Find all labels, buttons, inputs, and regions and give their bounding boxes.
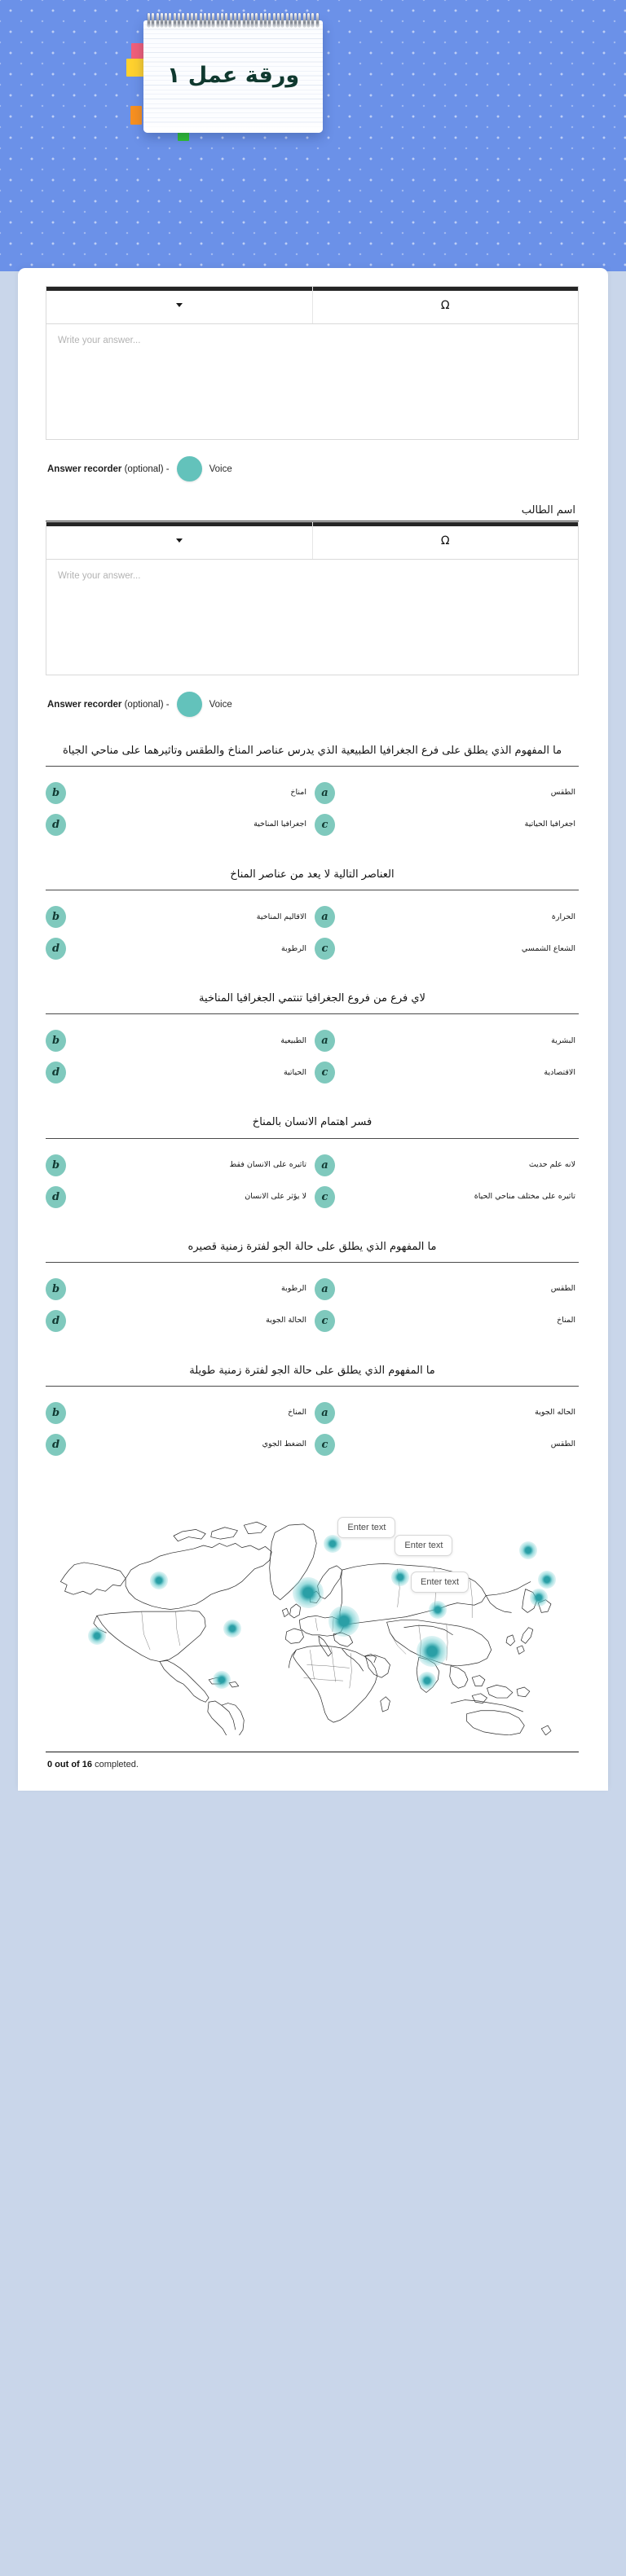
option-label: الطبيعية — [280, 1035, 306, 1045]
omega-icon: Ω — [440, 534, 450, 547]
notepad-paper — [143, 20, 323, 133]
answer-textarea-1[interactable]: Write your answer... — [46, 323, 579, 440]
questions-container — [46, 722, 579, 1466]
map-pin[interactable] — [538, 1571, 556, 1589]
notepad-spiral-binding — [145, 13, 321, 28]
sticky-tab-pink — [131, 43, 143, 59]
sticky-tab-orange — [130, 106, 142, 125]
option-label: المناخ — [557, 1316, 575, 1325]
map-text-input[interactable]: Enter text — [395, 1535, 452, 1556]
worksheet-card — [18, 268, 608, 1791]
record-voice-button-2[interactable] — [177, 692, 202, 717]
map-pin[interactable] — [417, 1636, 447, 1667]
voice-label-1: Voice — [209, 464, 232, 474]
option-label: اجغرافيا الحياتية — [524, 820, 575, 829]
record-voice-button-1[interactable] — [177, 456, 202, 481]
progress-suffix: completed. — [92, 1759, 139, 1769]
rich-text-answer-block-2 — [46, 521, 579, 675]
map-text-input[interactable]: Enter text — [411, 1572, 469, 1593]
special-character-button-1[interactable] — [312, 287, 579, 323]
option-letter-badge: d — [46, 938, 66, 960]
option-grid — [46, 890, 579, 965]
option-label: تاثيره على الانسان فقط — [229, 1159, 306, 1169]
option-label: تاثيره على مختلف مناحي الحياة — [474, 1191, 575, 1201]
option-c[interactable] — [315, 1305, 579, 1337]
option-d[interactable] — [46, 1181, 310, 1213]
option-letter-badge: c — [315, 1310, 335, 1332]
option-c[interactable] — [315, 1429, 579, 1461]
world-map-outline-svg — [46, 1490, 579, 1735]
map-pin[interactable] — [223, 1620, 241, 1637]
map-pin[interactable] — [324, 1535, 342, 1553]
map-pin[interactable] — [88, 1627, 106, 1645]
option-c[interactable] — [315, 809, 579, 841]
option-label: الطقس — [550, 788, 575, 798]
recorder-label-optional-2: (optional) - — [121, 699, 170, 710]
option-label: الطقس — [550, 1440, 575, 1449]
option-b[interactable] — [46, 777, 310, 809]
option-c[interactable] — [315, 1181, 579, 1213]
option-letter-badge: c — [315, 1062, 335, 1084]
option-b[interactable] — [46, 901, 310, 933]
option-label: البشرية — [551, 1035, 575, 1045]
answer-textarea-2[interactable]: Write your answer... — [46, 559, 579, 675]
student-name-block — [46, 486, 579, 521]
map-pin[interactable] — [328, 1606, 359, 1637]
rich-text-answer-block-1 — [46, 286, 579, 440]
option-b[interactable] — [46, 1150, 310, 1181]
option-label: الرطوبة — [281, 943, 306, 953]
option-label: الحاله الجوية — [535, 1408, 575, 1418]
option-d[interactable] — [46, 809, 310, 841]
question-text: لاي فرع من فروع الجغرافيا تنتمي الجغرافيا المناخية — [199, 992, 425, 1005]
option-letter-badge: d — [46, 1434, 66, 1456]
option-label: الاقتصادية — [544, 1067, 575, 1077]
progress-footer — [46, 1752, 579, 1791]
recorder-label-bold-2: Answer recorder — [47, 699, 122, 710]
option-letter-badge: a — [315, 1402, 335, 1424]
answer-recorder-row-1 — [46, 445, 579, 486]
question-block — [46, 722, 579, 846]
question-text: فسر اهتمام الانسان بالمناخ — [252, 1116, 373, 1129]
option-a[interactable] — [315, 1273, 579, 1305]
option-d[interactable] — [46, 933, 310, 965]
option-label: الشعاع الشمسي — [521, 943, 575, 953]
option-letter-badge: d — [46, 814, 66, 836]
option-letter-badge: a — [315, 782, 335, 804]
option-a[interactable] — [315, 777, 579, 809]
font-dropdown-button-1[interactable] — [46, 287, 312, 323]
map-pin[interactable] — [293, 1577, 324, 1608]
option-label: المناخ — [288, 1408, 306, 1418]
world-map-question — [46, 1466, 579, 1742]
chevron-down-icon — [176, 538, 183, 543]
option-letter-badge: b — [46, 1278, 66, 1300]
option-b[interactable] — [46, 1397, 310, 1429]
option-label: الحالة الجوية — [266, 1316, 306, 1325]
option-letter-badge: b — [46, 906, 66, 928]
recorder-label-optional-1: (optional) - — [121, 464, 170, 474]
option-d[interactable] — [46, 1057, 310, 1088]
option-letter-badge: a — [315, 1030, 335, 1052]
worksheet-title: ورقة عمل ١ — [166, 63, 300, 88]
map-pin[interactable] — [418, 1672, 436, 1690]
map-pin[interactable] — [391, 1568, 409, 1586]
option-grid — [46, 1263, 579, 1337]
question-block — [46, 846, 579, 969]
question-block — [46, 1093, 579, 1217]
option-a[interactable] — [315, 1025, 579, 1057]
map-text-input[interactable]: Enter text — [337, 1517, 395, 1538]
option-letter-badge: a — [315, 906, 335, 928]
option-grid — [46, 1387, 579, 1461]
option-b[interactable] — [46, 1025, 310, 1057]
map-pin[interactable] — [150, 1572, 168, 1589]
option-label: لانه علم حديث — [528, 1159, 575, 1169]
recorder-label-bold-1: Answer recorder — [47, 464, 122, 474]
font-dropdown-button-2[interactable] — [46, 522, 312, 559]
option-letter-badge: c — [315, 1186, 335, 1208]
option-letter-badge: b — [46, 1402, 66, 1424]
option-label: اجغرافيا المناخية — [253, 820, 306, 829]
recorder-label-1 — [47, 464, 170, 474]
question-block — [46, 1218, 579, 1342]
editor-toolbar-2 — [46, 521, 579, 559]
answer-recorder-row-2 — [46, 680, 579, 722]
option-letter-badge: a — [315, 1154, 335, 1176]
omega-icon: Ω — [440, 298, 450, 312]
question-text: ما المفهوم الذي يطلق على فرع الجغرافيا الطبيعية الذي يدرس عناصر المناخ والطقس وتاثيرهما على مناحي الجياة — [62, 745, 562, 757]
question-text: ما المفهوم الذي يطلق على حالة الجو لفترة زمنية طويلة — [189, 1364, 435, 1377]
map-pin[interactable] — [213, 1671, 231, 1689]
sticky-tab-yellow — [126, 59, 144, 77]
student-name-label: اسم الطالب — [521, 504, 575, 517]
hero-banner — [0, 0, 626, 271]
map-pin[interactable] — [530, 1589, 548, 1607]
option-grid — [46, 1139, 579, 1213]
option-a[interactable] — [315, 901, 579, 933]
option-label: الحرارة — [551, 912, 575, 921]
map-pin[interactable] — [519, 1541, 537, 1559]
map-pin[interactable] — [429, 1601, 447, 1619]
question-block — [46, 969, 579, 1093]
voice-label-2: Voice — [209, 699, 232, 710]
option-label: الطقس — [550, 1284, 575, 1294]
special-character-button-2[interactable] — [312, 522, 579, 559]
world-map[interactable] — [46, 1490, 579, 1735]
option-a[interactable] — [315, 1397, 579, 1429]
editor-toolbar-1 — [46, 286, 579, 323]
option-c[interactable] — [315, 1057, 579, 1088]
option-label: الحياتية — [283, 1067, 306, 1077]
option-letter-badge: c — [315, 814, 335, 836]
option-letter-badge: c — [315, 1434, 335, 1456]
notepad-illustration — [143, 20, 323, 133]
option-d[interactable] — [46, 1429, 310, 1461]
option-b[interactable] — [46, 1273, 310, 1305]
option-letter-badge: b — [46, 1030, 66, 1052]
option-label: الضغط الجوي — [262, 1440, 306, 1449]
option-letter-badge: d — [46, 1310, 66, 1332]
option-letter-badge: b — [46, 782, 66, 804]
option-letter-badge: d — [46, 1186, 66, 1208]
option-label: لا يؤثر على الانسان — [245, 1191, 306, 1201]
option-grid — [46, 767, 579, 841]
question-text: ما المفهوم الذي يطلق على حالة الجو لفترة زمنية قصيره — [187, 1240, 437, 1253]
option-letter-badge: d — [46, 1062, 66, 1084]
option-letter-badge: b — [46, 1154, 66, 1176]
option-label: الرطوبة — [281, 1284, 306, 1294]
progress-count: 0 out of 16 — [47, 1759, 93, 1769]
question-block — [46, 1342, 579, 1466]
recorder-label-2 — [47, 700, 170, 710]
option-grid — [46, 1014, 579, 1088]
question-text: العناصر التالية لا يعد من عناصر المناخ — [230, 868, 395, 881]
option-a[interactable] — [315, 1150, 579, 1181]
option-d[interactable] — [46, 1305, 310, 1337]
chevron-down-icon — [176, 303, 183, 307]
option-label: الاقاليم المناخية — [256, 912, 306, 921]
option-letter-badge: c — [315, 938, 335, 960]
option-letter-badge: a — [315, 1278, 335, 1300]
option-c[interactable] — [315, 933, 579, 965]
option-label: امناخ — [290, 788, 306, 798]
